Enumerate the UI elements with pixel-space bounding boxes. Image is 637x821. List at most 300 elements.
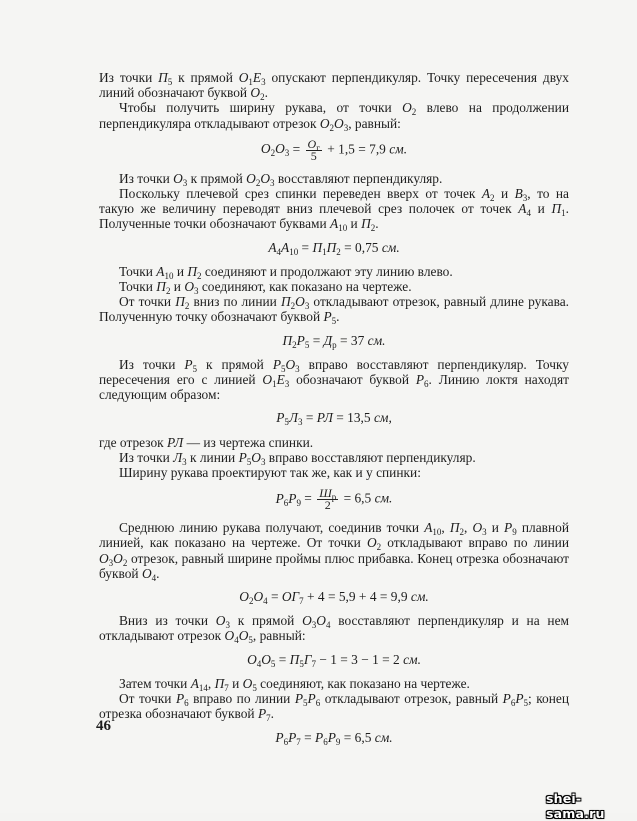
point-subscript: 5	[270, 658, 276, 669]
point-letter: O	[262, 372, 273, 388]
point-label	[158, 70, 172, 85]
point-letter: Л	[173, 449, 183, 465]
point-subscript: 7	[266, 713, 271, 724]
point-label	[315, 730, 328, 745]
paragraph	[99, 613, 569, 646]
point-label	[328, 730, 341, 745]
point-subscript: 3	[311, 620, 317, 631]
formula	[99, 136, 569, 163]
text-run: ,	[207, 675, 215, 691]
text-run: = 0,75	[340, 239, 382, 255]
text-run: , то на такую же величину переводят вниз плечевой срез полочек от точек	[99, 186, 569, 217]
italic-run: РЛ	[316, 410, 333, 426]
point-label	[238, 628, 253, 646]
text-run: =	[309, 332, 324, 348]
point-subscript: 2	[292, 339, 297, 350]
italic-run: РЛ	[167, 434, 184, 450]
point-letter: P	[515, 691, 524, 707]
point-subscript: 2	[270, 148, 276, 159]
text-run: к прямой	[187, 170, 247, 186]
point-letter: O	[250, 85, 261, 101]
point-label	[99, 551, 113, 566]
point-label	[481, 186, 495, 204]
point-label	[224, 628, 239, 646]
text-run: Затем точки	[119, 675, 191, 691]
point-label	[142, 566, 156, 581]
point-letter: B	[514, 186, 523, 202]
formula	[99, 488, 569, 511]
point-letter: O	[215, 613, 226, 629]
point-letter: O	[285, 356, 296, 372]
point-subscript: 2	[459, 527, 465, 538]
point-subscript: 5	[252, 682, 257, 693]
point-label	[268, 240, 281, 255]
point-letter: P	[175, 691, 185, 707]
paragraph	[99, 264, 569, 279]
fraction	[306, 136, 322, 163]
text-run: восставляют перпендикуляр и на нем откладывают отрезок	[99, 613, 569, 644]
point-label	[275, 141, 290, 159]
point-subscript: 3	[284, 379, 290, 390]
point-subscript: 3	[284, 148, 290, 159]
point-letter: P	[504, 520, 513, 536]
text-run: ; конец отрезка обозначают буквой	[99, 691, 570, 722]
point-letter: P	[327, 729, 336, 745]
text-run: и	[228, 675, 243, 691]
paragraph	[99, 691, 570, 724]
point-subscript: 5	[523, 698, 529, 709]
point-letter: П	[214, 675, 225, 691]
text-run: =	[300, 490, 316, 506]
italic-run: см.	[403, 651, 421, 667]
point-letter: P	[257, 706, 267, 722]
point-letter: Г	[303, 651, 312, 667]
paragraph	[99, 435, 569, 450]
point-label	[290, 652, 304, 667]
point-label	[175, 691, 189, 709]
paragraph	[99, 676, 569, 691]
point-letter: E	[252, 70, 262, 85]
paragraph	[99, 465, 569, 480]
point-subscript: 4	[263, 596, 268, 607]
point-label	[276, 410, 289, 428]
text-run: . Линию локтя находят следующим образом:	[99, 372, 570, 403]
point-subscript: 5	[167, 77, 173, 87]
text-run: соединяют, как показано на чертеже.	[198, 279, 412, 295]
point-letter: P	[184, 356, 193, 372]
point-letter: O	[334, 115, 344, 131]
text-run: к прямой	[172, 70, 239, 85]
point-letter: A	[481, 186, 491, 202]
text-run: соединяют, как показано на чертеже.	[256, 675, 470, 691]
point-label	[156, 279, 171, 297]
point-subscript: 10	[432, 527, 442, 538]
numerator-subscript: р	[331, 492, 337, 503]
formula	[99, 410, 569, 428]
text-run: =	[300, 729, 316, 745]
point-subscript: 2	[336, 246, 341, 257]
point-label	[247, 652, 261, 667]
point-subscript: 3	[225, 620, 230, 631]
point-label	[280, 294, 296, 312]
numerator-subscript: г	[316, 142, 320, 153]
point-letter: A	[518, 201, 527, 217]
point-label	[260, 171, 274, 186]
point-letter: O	[242, 675, 253, 691]
point-subscript: 7	[299, 596, 304, 607]
point-letter: Л	[288, 410, 298, 426]
point-subscript: 3	[304, 301, 310, 312]
point-letter: P	[275, 729, 284, 745]
point-subscript: 3	[261, 77, 266, 87]
point-letter: P	[315, 729, 324, 745]
point-label	[243, 676, 257, 691]
text-run: От точки	[119, 691, 176, 707]
point-letter: O	[173, 170, 183, 186]
point-label	[215, 676, 229, 691]
point-subscript: 9	[335, 736, 341, 747]
point-label	[330, 216, 348, 234]
point-letter: P	[294, 691, 304, 707]
point-subscript: 2	[184, 301, 190, 312]
italic-run: см.	[367, 332, 386, 348]
point-subscript: 5	[248, 635, 253, 646]
point-letter: O	[366, 535, 377, 551]
text-run: откладывают вправо по линии	[381, 535, 569, 551]
text-run: вправо по линии	[188, 691, 295, 707]
point-letter: П	[326, 239, 337, 255]
point-label	[288, 491, 301, 506]
point-label	[288, 730, 301, 745]
point-letter: O	[402, 100, 412, 116]
point-subscript: 2	[248, 596, 254, 607]
formula	[99, 652, 569, 667]
point-letter: O	[239, 589, 249, 605]
text-run: =	[267, 589, 282, 605]
point-subscript: 6	[323, 736, 328, 747]
point-letter: O	[261, 651, 271, 667]
point-label	[324, 333, 337, 348]
point-subscript: 4	[526, 208, 531, 219]
point-subscript: 3	[260, 456, 266, 467]
point-label	[275, 730, 288, 745]
text-run: Среднюю линию рукава получают, соединив точки	[119, 520, 425, 536]
paragraph	[99, 100, 569, 133]
italic-run: см,	[373, 410, 392, 426]
point-letter: O	[113, 550, 123, 566]
point-letter: O	[316, 613, 326, 629]
point-subscript: 1	[322, 246, 327, 257]
point-letter: P	[296, 332, 305, 348]
point-subscript: 9	[296, 497, 301, 508]
point-subscript: 3	[108, 557, 114, 568]
point-subscript: 5	[192, 363, 198, 374]
point-letter: O	[184, 279, 194, 295]
point-letter: O	[472, 520, 483, 536]
point-letter: E	[276, 372, 285, 388]
point-label	[304, 652, 316, 667]
italic-run: см.	[374, 490, 393, 506]
point-letter: П	[187, 263, 198, 279]
point-label	[323, 309, 337, 327]
point-subscript: 4	[325, 620, 331, 631]
point-label	[288, 410, 303, 428]
text-run: = 13,5	[332, 410, 374, 426]
text-run: =	[302, 410, 317, 426]
point-letter: O	[246, 170, 256, 186]
point-label	[273, 357, 286, 372]
point-subscript: 6	[283, 736, 289, 747]
point-letter: П	[280, 294, 291, 310]
point-subscript: 2	[165, 286, 171, 297]
formula	[99, 240, 569, 255]
point-subscript: 3	[297, 417, 303, 428]
point-letter: П	[158, 70, 168, 85]
point-label	[260, 141, 276, 159]
point-label	[276, 491, 289, 506]
text-run: ,	[464, 520, 473, 536]
formula	[99, 333, 569, 348]
point-letter: O	[224, 628, 235, 644]
point-subscript: 2	[329, 122, 335, 133]
point-label	[327, 240, 341, 255]
formula	[99, 730, 569, 745]
text-run: вправо восставляют перпендикуляр.	[265, 449, 476, 465]
point-label	[334, 116, 348, 131]
text-run: Поскольку плечевой срез спинки переведен вверх от точек	[119, 186, 482, 202]
text-run: опускают перпендикуляр. Точку пересечения двух линий обозначают буквой	[99, 70, 570, 101]
point-label	[312, 240, 326, 255]
paragraph	[99, 357, 569, 403]
point-subscript: 5	[303, 698, 308, 709]
italic-run: см.	[389, 141, 408, 157]
point-letter: П	[551, 201, 562, 217]
point-letter: P	[323, 309, 332, 325]
paragraph	[99, 70, 570, 103]
point-subscript: 5	[299, 658, 304, 669]
point-letter: П	[361, 216, 371, 232]
point-letter: P	[272, 356, 281, 372]
point-label	[302, 613, 317, 631]
text-run: =	[298, 239, 313, 255]
point-letter: P	[288, 490, 297, 506]
point-subscript: 5	[331, 316, 337, 327]
point-letter: O	[275, 141, 285, 157]
numerator-letter: O	[307, 136, 317, 151]
text-run: и	[486, 520, 505, 536]
text-run: − 1 = 3 − 1 = 2	[315, 651, 404, 667]
text-run: .	[264, 85, 268, 101]
point-letter: O	[319, 115, 330, 131]
point-letter: A	[268, 239, 277, 255]
point-label	[261, 652, 275, 667]
paragraph	[99, 450, 569, 465]
text-run: отрезок, равный ширине проймы плюс прибавка. Конец отрезка обозначают буквой	[99, 550, 569, 581]
text-run: + 4 = 5,9 + 4 = 9,9	[303, 589, 411, 605]
text-run: = 6,5	[340, 729, 375, 745]
text-run: .	[270, 706, 274, 722]
point-subscript: 3	[482, 527, 487, 538]
text-run: , равный:	[348, 115, 401, 131]
point-letter: O	[247, 651, 257, 667]
point-label	[191, 676, 208, 691]
point-letter: O	[260, 170, 271, 186]
point-label	[262, 372, 277, 390]
text-run: вправо восставляют перпендикуляр. Точку пересечения его с линией	[99, 356, 570, 388]
page-number: 46	[96, 718, 111, 734]
point-label	[184, 357, 197, 372]
point-label	[187, 264, 201, 279]
point-subscript: 1	[561, 208, 566, 219]
text-run: соединяют и продолжают эту линию влево.	[201, 263, 453, 279]
paragraph	[99, 171, 569, 186]
point-label	[173, 171, 187, 186]
point-label	[361, 216, 376, 234]
point-letter: P	[238, 449, 247, 465]
point-label	[518, 201, 531, 219]
point-label	[239, 589, 254, 607]
point-label	[257, 706, 271, 724]
text-run: откладывают отрезок, равный	[320, 691, 503, 707]
point-label	[551, 201, 566, 219]
text-run: плавной линией, как показано на чертеже. От точки	[99, 520, 569, 551]
point-subscript: 3	[522, 193, 528, 204]
point-label	[424, 520, 442, 538]
point-letter: O	[253, 589, 264, 605]
point-letter: O	[141, 565, 152, 581]
paragraph	[99, 279, 569, 297]
point-letter: O	[302, 613, 312, 629]
point-subscript: 2	[411, 107, 417, 118]
point-label	[173, 450, 187, 465]
point-subscript: 4	[276, 246, 282, 257]
point-label	[281, 589, 304, 607]
point-letter: P	[502, 691, 511, 707]
point-label	[294, 691, 308, 709]
text-run: Чтобы получить ширину рукава, от точки	[119, 100, 403, 116]
point-subscript: 4	[234, 635, 239, 646]
point-subscript: 3	[182, 177, 188, 188]
point-label	[320, 116, 334, 131]
point-subscript: 2	[197, 270, 202, 281]
point-subscript: 1	[272, 379, 277, 390]
text-run: Вниз из точки	[119, 613, 216, 629]
point-letter: П	[282, 332, 293, 348]
text-run: к прямой	[197, 356, 273, 372]
point-letter: O	[99, 550, 109, 566]
point-label	[156, 264, 173, 279]
point-subscript: 6	[283, 497, 289, 508]
point-letter: П	[449, 520, 460, 536]
point-subscript: 2	[290, 301, 296, 312]
point-letter: P	[307, 691, 316, 707]
formula	[99, 589, 569, 607]
point-subscript: 5	[246, 456, 252, 467]
point-subscript: р	[332, 339, 337, 350]
text-run: Из точки	[99, 70, 159, 85]
point-label	[184, 279, 199, 297]
point-subscript: 6	[424, 379, 429, 390]
text-run: + 1,5 = 7,9	[323, 141, 390, 157]
point-letter: П	[175, 294, 185, 310]
numerator-letter: Ш	[319, 486, 332, 501]
point-label	[366, 535, 382, 553]
point-subscript: 2	[490, 193, 495, 204]
point-letter: П	[289, 651, 300, 667]
point-label	[515, 691, 529, 709]
point-label	[281, 240, 298, 255]
point-subscript: 2	[122, 557, 128, 568]
point-letter: P	[275, 490, 284, 506]
text-run: .	[375, 216, 379, 232]
text-run: — из чертежа спинки.	[183, 434, 314, 450]
point-letter: П	[312, 239, 323, 255]
point-label	[449, 520, 465, 538]
point-subscript: 4	[151, 572, 157, 583]
point-letter: OГ	[281, 589, 300, 605]
text-run: =	[275, 651, 290, 667]
point-letter: П	[156, 279, 166, 295]
point-letter: P	[288, 729, 297, 745]
text-run: .	[336, 309, 340, 325]
point-subscript: 7	[224, 682, 229, 693]
point-letter: A	[424, 520, 433, 536]
point-label	[251, 450, 265, 465]
point-subscript: 2	[376, 542, 382, 553]
text-run: Точки	[119, 279, 157, 295]
point-label	[307, 691, 321, 709]
point-label	[402, 100, 417, 118]
fraction	[317, 488, 338, 511]
text-run: =	[289, 141, 304, 157]
watermark: shei-sama.ru	[546, 791, 605, 821]
text-run: От точки	[119, 294, 176, 310]
text-run: и	[173, 263, 188, 279]
point-subscript: 6	[315, 698, 321, 709]
point-subscript: 7	[311, 658, 316, 669]
point-label	[246, 171, 260, 186]
point-subscript: 2	[255, 177, 261, 188]
point-label	[297, 333, 310, 348]
text-run: к прямой	[229, 613, 303, 629]
point-subscript: 2	[260, 92, 265, 103]
point-subscript: 6	[184, 698, 189, 709]
point-subscript: 9	[512, 527, 517, 538]
paragraph	[99, 520, 569, 581]
point-label	[283, 333, 297, 348]
point-subscript: 3	[270, 177, 275, 188]
point-subscript: 4	[256, 658, 262, 669]
italic-run: см.	[410, 589, 429, 605]
point-label	[239, 450, 252, 465]
point-label	[175, 294, 190, 312]
paragraph	[99, 186, 569, 232]
point-letter: Д	[323, 332, 333, 348]
text-run: и	[347, 216, 362, 232]
point-subscript: 14	[198, 682, 208, 693]
point-subscript: 3	[343, 122, 349, 133]
point-label	[253, 589, 268, 607]
text-run: и	[170, 279, 185, 295]
point-label	[253, 70, 266, 85]
paragraph	[99, 294, 570, 327]
point-label	[504, 520, 517, 538]
point-letter: O	[238, 70, 249, 85]
point-label	[215, 613, 230, 631]
text-run: Из точки	[119, 170, 174, 186]
text-run: и	[494, 186, 515, 202]
point-subscript: 2	[370, 223, 376, 234]
